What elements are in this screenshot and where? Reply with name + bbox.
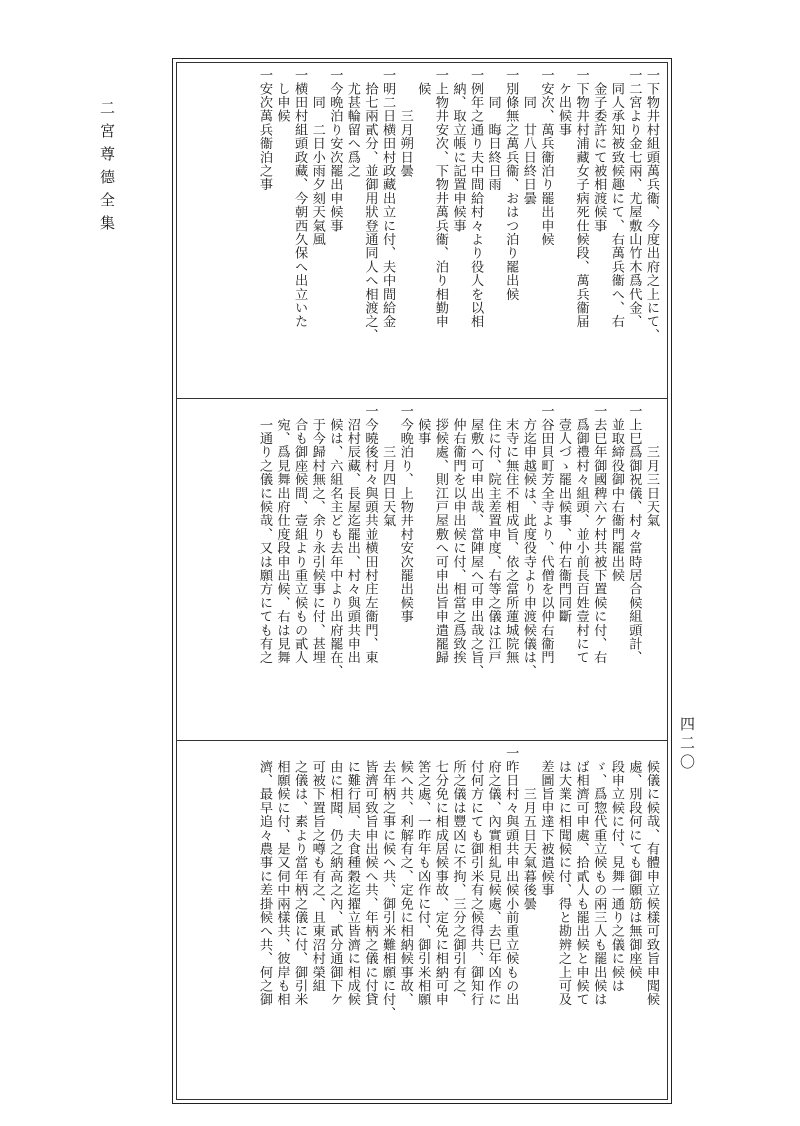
text-column: 同 晦日終日雨 <box>485 68 501 192</box>
text-column: 三月三日天氣 <box>644 404 659 528</box>
text-column: に難行屆、夫食種穀迄擢立皆濟に相成候 <box>344 746 360 1007</box>
tier-text-lower <box>255 746 660 1094</box>
text-tier-upper <box>184 68 660 394</box>
text-column: 段申立候に付、見舞一通り之儀に候は <box>608 746 624 993</box>
text-column: 一昨日村々與頭共申出候小前重立候もの出 <box>503 746 519 1007</box>
text-column: 一今晩泊り、上物井村安次罷出候事 <box>397 404 413 624</box>
text-column: 一下物井村組頭萬兵衞、今度出府之上にて、 <box>644 68 659 342</box>
text-column: 一今晩泊り安次罷出申候事 <box>327 68 343 233</box>
text-column: 之儀は、素より當年柄之儀に付、御引米 <box>292 746 308 1007</box>
page-number: 四二〇 <box>678 716 696 773</box>
text-column: 沼村辰藏、長屋迄罷出、村々與頭共申出 <box>344 404 360 665</box>
text-column: 屋敷へ可申出哉、當陣屋へ可申出哉之旨、 <box>468 404 484 678</box>
text-column: 候事 <box>415 404 431 446</box>
text-column: 宛、爲見舞出府仕度段申出候、右は見舞 <box>274 404 290 665</box>
text-column: 三月朔日曇 <box>397 68 413 178</box>
text-column: 仲右衞門を以申出候に付、相當之爲致挨 <box>450 404 466 665</box>
text-column: 拾七兩貳分、並御用狀登通同人へ相渡之、 <box>362 68 378 342</box>
text-column: 一谷田貝町芳全寺より、代僧を以仲右衞門 <box>538 404 554 665</box>
text-column: 處、別段何にても御願筋は無御座候 <box>626 746 642 979</box>
text-tier-middle <box>184 404 660 736</box>
text-column: 末寺に無住不相成旨、依之當所蓮城院無 <box>503 404 519 665</box>
text-column: 七分免に相成居候事故、定免に相納可申 <box>432 746 448 1007</box>
text-column: は大業に相聞候に付、得と勘辨之上可及 <box>556 746 572 1007</box>
text-column: ケ出候事 <box>556 68 572 137</box>
text-column: し申候 <box>274 68 290 123</box>
text-column: 同 廿八日終日曇 <box>520 68 536 205</box>
text-column: 一安次萬兵衞泊之事 <box>256 68 272 192</box>
text-column: 方迄申越候は、此度役寺より申渡候儀は、 <box>520 404 536 678</box>
text-column: 一下物井村浦藏女子病死仕候段、萬兵衞届 <box>573 68 589 329</box>
running-head: 二宮尊德全集 <box>98 100 116 238</box>
text-column: 差圖旨申達下被遣候事 <box>538 746 554 897</box>
text-column: ば相濟可申處、拾貳人も罷出候と申候て <box>573 746 589 1007</box>
text-column: 一安次、萬兵衞泊り罷出申候 <box>538 68 554 247</box>
text-column: 爲御禮村々組頭、並小前長百姓壹村にて <box>573 404 589 665</box>
text-column: 候へ共、利解有之、定免に相納候事故、 <box>397 746 413 1007</box>
text-column: 濟、最早追々農事に差掛候へ共、何之御 <box>256 746 272 1007</box>
text-column: 一明二日横田村政藏出立に付、夫中間給金 <box>380 68 396 329</box>
text-tier-lower <box>184 746 660 1094</box>
text-column: 三月五日天氣暮後曇 <box>520 746 536 911</box>
text-column: 一例年之通り夫中間給村々より役人を以相 <box>468 68 484 329</box>
tier-divider-2 <box>176 740 668 741</box>
text-column: 由に相聞、仍之納高之內、貳分通御下ケ <box>327 746 343 1007</box>
text-column: 皆濟可致旨申出候へ共、年柄之儀に付貸 <box>362 746 378 1007</box>
text-column: 尤甚輪留へ爲之 <box>344 68 360 178</box>
tier-text-upper <box>255 68 660 394</box>
text-column: 住に付、院主差置申度、右等之儀は江戸 <box>485 404 501 665</box>
text-column: 候は、六組名主ども去年中より出府罷在、 <box>327 404 343 678</box>
text-column: 一上巳爲御祝儀、村々當時居合候組頭計、 <box>626 404 642 665</box>
text-column: ゞ、爲惣代重立候もの兩三人も罷出候は <box>591 746 607 1007</box>
text-column: 同人承知被致候趣にて、右萬兵衞へ、右 <box>608 68 624 329</box>
tier-text-middle <box>255 404 660 736</box>
text-column: 拶候處、則江戸屋敷へ可申出旨申遣罷歸 <box>432 404 448 665</box>
text-column: 並取締役御中右衞門罷出候 <box>608 404 624 583</box>
text-column: 合も御座候間、壹組より重立候もの貳人 <box>292 404 308 665</box>
text-column: 壹人づゝ罷出候事、仲右衞門同斷 <box>556 404 572 624</box>
text-column: 一今曉後村々與頭共並横田村庄左衞門、東 <box>362 404 378 665</box>
text-column: 付何方にても御引米有之候得共、御知行 <box>468 746 484 1007</box>
text-column: 三月四日天氣 <box>380 404 396 528</box>
text-column: 一上物井安次、下物井萬兵衞、泊り相勤申 <box>432 68 448 329</box>
text-column: 可被下置旨之噂も有之、且東沼村榮組 <box>309 746 325 993</box>
text-column: 候 <box>415 68 431 96</box>
text-column: 同 二日小雨夕刻天氣風 <box>309 68 325 247</box>
text-column: 所之儀は豐凶に不拘、三分之御引有之、 <box>450 746 466 1007</box>
text-column: 相願候に付、是又伺中兩樣共、彼岸も相 <box>274 746 290 1007</box>
text-column: 去年柄之事に候へ共、御引米難相願に付、 <box>380 746 396 1020</box>
text-column: 一別條無之萬兵衞、おはつ泊り罷出候 <box>503 68 519 301</box>
text-column: 一通り之儀に候哉、又は願方にても有之 <box>256 404 272 665</box>
tier-divider-1 <box>176 398 668 399</box>
text-column: 納、取立帳に記置申候事 <box>450 68 466 233</box>
text-column: 一横田村組頭政藏、今朝西久保へ出立いた <box>292 68 308 329</box>
text-column: 金子委許にて被相渡候事 <box>591 68 607 233</box>
text-column: 筈之處、一昨年も凶作に付、御引米相願 <box>415 746 431 1007</box>
text-column: 一二宮より金七兩、尤屋敷山竹木爲代金、 <box>626 68 642 329</box>
text-column: 一去巳年御國稗六ケ村共被下置候に付、右 <box>591 404 607 665</box>
text-column: 候儀に候哉、有體申立候樣可致旨申聞候 <box>644 746 659 1007</box>
text-column: 于今歸村無之、余り永引候事に付、甚埋 <box>309 404 325 665</box>
text-column: 府之儀、內實相糺見候處、去巳年凶作に <box>485 746 501 1007</box>
